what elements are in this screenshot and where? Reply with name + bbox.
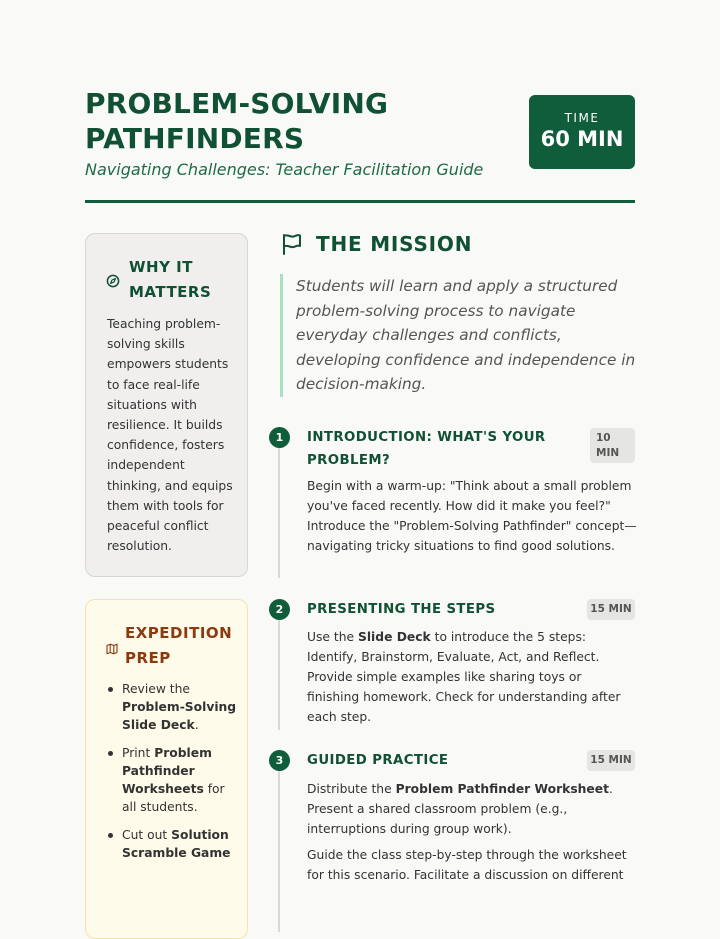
step-title: GUIDED PRACTICE — [307, 753, 449, 768]
timeline-line — [278, 438, 280, 578]
why-header — [106, 255, 211, 305]
step-paragraph: Guide the class step-by-step through the worksheet for this scenario. Facilitate a discussion on different — [307, 848, 627, 882]
mission-title: THE MISSION — [316, 232, 473, 256]
compass-icon — [106, 273, 120, 287]
header-divider — [85, 200, 635, 203]
why-it-matters-card — [85, 233, 248, 577]
time-value: 60 MIN — [540, 127, 624, 151]
timeline-line — [278, 610, 280, 730]
step-number: 3 — [269, 750, 290, 771]
mission-header — [280, 232, 472, 256]
time-badge — [529, 95, 635, 169]
prep-header — [106, 621, 232, 671]
prep-list — [106, 680, 241, 872]
flag-icon — [280, 232, 304, 256]
step-title: INTRODUCTION: WHAT'S YOUR PROBLEM? — [307, 430, 546, 468]
prep-title: EXPEDITION PREP — [125, 624, 233, 667]
step-body — [307, 779, 637, 891]
step-body: Use the Slide Deck to introduce the 5 steps: Identify, Brainstorm, Evaluate, Act, and Reflect. Provide simple examples like sharing toys or finishing homework. Check for understanding after each step. — [307, 630, 621, 724]
step-number: 1 — [269, 427, 290, 448]
step-title: PRESENTING THE STEPS — [307, 602, 496, 617]
page-title: PROBLEM-SOLVING PATHFINDERS — [85, 87, 389, 155]
time-label: TIME — [564, 111, 600, 125]
why-title: WHY IT MATTERS — [129, 258, 212, 301]
page-subtitle: Navigating Challenges: Teacher Facilitation Guide — [85, 160, 484, 179]
expedition-prep-card — [85, 599, 248, 939]
list-item: Review the Problem-Solving Slide Deck. — [106, 680, 241, 734]
map-icon — [106, 640, 118, 652]
mission-statement: Students will learn and apply a structured problem-solving process to navigate everyday challenges and conflicts, developing confidence and independence in decision-making. — [280, 274, 646, 397]
step-body: Begin with a warm-up: "Think about a small problem you've faced recently. How did it make you feel?" Introduce the "Problem-Solving Pathfinder" concept—navigating tricky situations to find good solutions. — [307, 479, 637, 553]
list-item: Print Problem Pathfinder Worksheets for all students. — [106, 744, 241, 816]
timeline-line — [278, 762, 280, 932]
list-item: Cut out Solution Scramble Game — [106, 826, 241, 862]
duration-badge: 15 MIN — [587, 750, 635, 771]
duration-badge: 15 MIN — [587, 599, 635, 620]
step-paragraph: Distribute the Problem Pathfinder Worksheet. Present a shared classroom problem (e.g., interruptions during group work). — [307, 782, 613, 836]
why-text: Teaching problem-solving skills empowers students to face real-life situations with resilience. It builds confidence, fosters independent thinking, and equips them with tools for peaceful conflict resolution. — [107, 317, 233, 554]
step-number: 2 — [269, 599, 290, 620]
duration-badge: 10 MIN — [590, 428, 635, 463]
